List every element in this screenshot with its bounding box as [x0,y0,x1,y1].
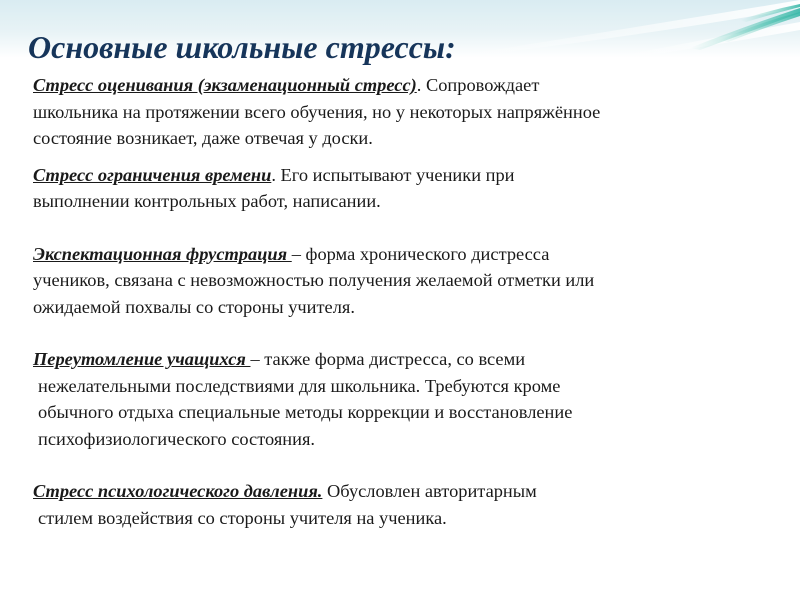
paragraph-line [33,72,778,99]
paragraph-line [33,478,778,505]
paragraph-heading: Переутомление учащихся [33,349,251,369]
paragraph-line [33,346,778,373]
paragraph-line: обычного отдыха специальные методы коррекции и восстановление [38,402,573,422]
paragraph-line [33,162,778,189]
paragraph-time-limit-stress [33,162,778,215]
paragraph-expectation-frustration [33,241,778,321]
paragraph-line: нежелательными последствиями для школьника. Требуются кроме [38,375,561,396]
paragraph-student-overfatigue [33,346,778,452]
paragraph-line: состояние возникает, даже отвечая у доски. [33,128,373,148]
paragraph-line: учеников, связана с невозможностью получения желаемой отметки или [33,270,595,290]
paragraph-text: . Сопровождает [416,75,540,95]
paragraph-heading: Стресс психологического давления. [33,481,323,501]
page-title: Основные школьные стрессы: [28,29,456,65]
paragraph-heading: Стресс ограничения времени [33,164,272,185]
paragraph-line: выполнении контрольных работ, написании. [33,191,381,211]
paragraph-text: – также форма дистресса, со всеми [250,349,526,369]
paragraph-line: школьника на протяжении всего обучения, но у некоторых напряжённое [33,101,601,122]
paragraph-line: психофизиологического состояния. [38,428,316,449]
paragraph-psychological-pressure [33,478,778,531]
paragraph-text: . Его испытывают ученики при [271,164,515,185]
paragraph-line: ожидаемой похвалы со стороны учителя. [33,296,355,317]
paragraph-evaluation-stress [33,72,778,152]
paragraph-text: – форма хронического дистресса [291,243,550,264]
content-body [33,72,778,531]
paragraph-heading: Экспектационная фрустрация [33,243,292,264]
paragraph-heading: Стресс оценивания (экзаменационный стресс) [33,75,417,95]
paragraph-text: Обусловлен авторитарным [322,481,537,501]
paragraph-line: стилем воздействия со стороны учителя на ученика. [38,507,447,528]
paragraph-line [33,241,778,268]
